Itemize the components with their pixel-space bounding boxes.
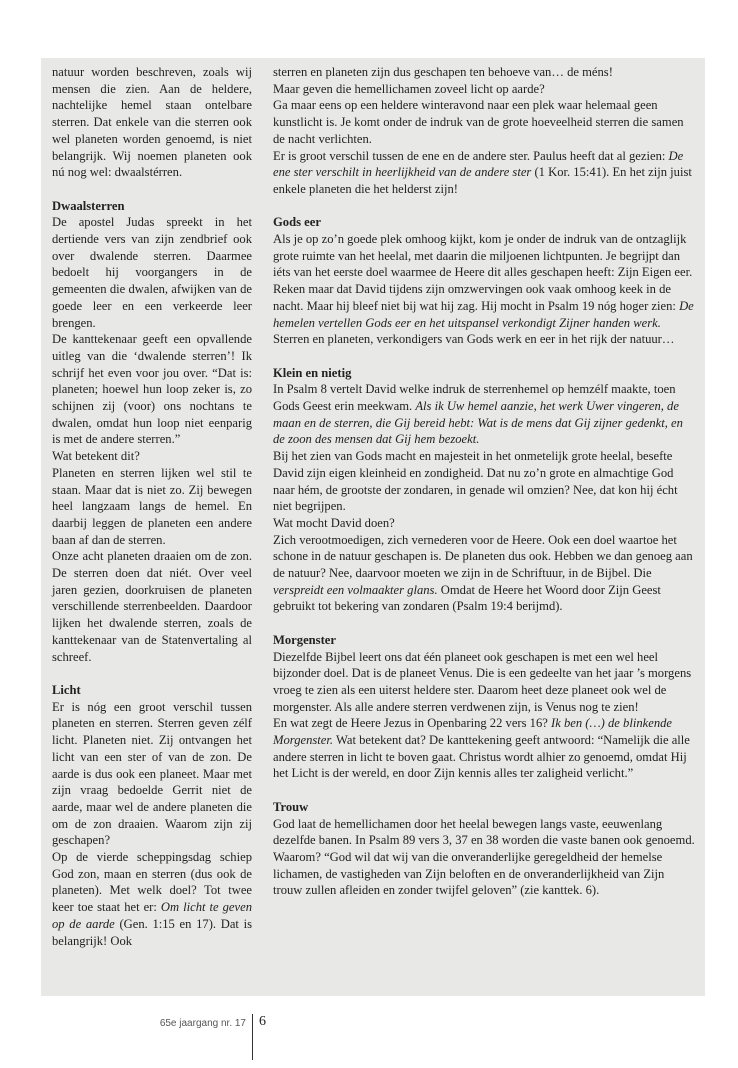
paragraph: Ga maar eens op een heldere winteravond naar een plek waar helemaal geen kunstlicht is. Je komt onder de indruk van de grote hoeveelheid sterren die samen de nacht verlichten.	[273, 98, 684, 146]
paragraph: De apostel Judas spreekt in het dertiende vers van zijn zendbrief ook over dwalende sterren. Daarmee bedoelt hij voorgangers in de gemeenten die dwalen, afwijken van de goede leer en een verkeerde leer brengen.	[52, 215, 252, 330]
text-run: Er is groot verschil tussen de ene en de andere ster. Paulus heeft dat al gezien:	[273, 148, 669, 163]
quote-italic: De hemelen vertellen Gods eer en het uitspansel verkondigt Zijner handen werk.	[273, 298, 694, 330]
section-heading-licht: Licht	[52, 682, 81, 697]
paragraph	[52, 849, 252, 949]
text-run: (1 Kor. 15:41). En het zijn juist enkele planeten die het helderst zijn!	[273, 165, 692, 196]
paragraph: De kanttekenaar geeft een opvallende uitleg van die ‘dwalende sterren’! Ik schrijf het even voor jou over. “Dat is: planeten; hoewel hun loop zeker is, zo schijnen zij (voor) ons nochtans te dwalen, omdat hun loop niet eenparig is met de andere sterren.”	[52, 332, 252, 447]
paragraph: Wat mocht David doen?	[273, 515, 395, 530]
right-column	[273, 64, 696, 899]
text-run: En wat zegt de Heere Jezus in Openbaring 22 vers 16?	[273, 716, 552, 731]
paragraph: Er is nóg een groot verschil tussen planeten en sterren. Sterren geven zélf licht. Planeten niet. Zij ontvangen het licht van een ster of van de zon. De aarde is dus ook een planeet. Maar met zijn vraag bedoelde Gerrit niet de aarde, maar wel de andere planeten die om de zon draaien. Waarom zijn zij geschapen?	[52, 699, 252, 848]
section-heading-klein-en-nietig: Klein en nietig	[273, 365, 352, 380]
paragraph: Diezelfde Bijbel leert ons dat één planeet ook geschapen is met een wel heel bijzonder doel. Dat is de planeet Venus. Die is een gedeelte van het jaar ’s morgens vroeg te zien als een uiterst heldere ster. Daarom heet deze planeet ook wel de morgenster. Als alle andere sterren verdwenen zijn, is Venus nog te zien!	[273, 649, 692, 714]
paragraph: God laat de hemellichamen door het heelal bewegen langs vaste, eeuwenlang dezelfde banen. In Psalm 89 vers 3, 37 en 38 worden die vaste banen ook genoemd. Waarom? “God wil dat wij van die onveranderlijke geregeldheid der hemelse lichamen, de vastigheden van Zijn beloften en de onveranderlijkheid van Zijn trouw zullen afleiden en zonder twijfel geloven” (zie kanttek. 6).	[273, 816, 695, 898]
paragraph: Wat betekent dit?	[52, 449, 140, 464]
paragraph	[273, 281, 696, 331]
text-run: Reken maar dat David tijdens zijn omzwervingen ook vaak omhoog keek in de nacht. Maar hij bleef niet bij wat hij zag. Hij mocht in Psalm 19 nóg hoger zien:	[273, 282, 680, 313]
text-run: (Gen. 1:15 en 17). Dat is belangrijk! Ook	[52, 916, 252, 948]
paragraph: sterren en planeten zijn dus geschapen ten behoeve van… de méns!	[273, 65, 613, 79]
section-heading-gods-eer: Gods eer	[273, 215, 321, 230]
paragraph	[273, 715, 696, 782]
issue-label: 65e jaargang nr. 17	[159, 1018, 246, 1029]
quote-italic: Ik ben (…) de blinkende Morgenster.	[273, 716, 673, 748]
text-run: Zich verootmoedigen, zich vernederen voor de Heere. Ook een doel waartoe het schone in de natuur geschapen is. De planeten dus ook. Hebben we dan genoeg aan de natuur? Nee, daarvoor moeten we zijn in de Schriftuur, in de Bijbel. Die	[273, 532, 693, 581]
section-heading-morgenster: Morgenster	[273, 632, 336, 647]
quote-italic: verspreidt een volmaakter glans.	[273, 582, 438, 597]
footer-divider	[252, 1014, 253, 1060]
paragraph	[273, 381, 696, 448]
text-run: In Psalm 8 vertelt David welke indruk de sterrenhemel op hemzélf maakte, toen Gods Geest erin meekwam.	[273, 382, 676, 414]
paragraph: Onze acht planeten draaien om de zon. De sterren doen dat niét. Over veel jaren gezien, doorkruisen de planeten verschillende sterrenbeelden. Daardoor lijken het dwalende sterren, zoals de kanttekenaar van de Statenvertaling al schreef.	[52, 549, 252, 664]
page-number: 6	[259, 1014, 266, 1029]
left-column	[52, 64, 252, 949]
paragraph: Sterren en planeten, verkondigers van Gods werk en eer in het rijk der natuur…	[273, 332, 675, 347]
paragraph	[273, 148, 696, 198]
paragraph: Als je op zo’n goede plek omhoog kijkt, kom je onder de indruk van de ontzaglijk grote ruimte van het heelal, met daarin die miljoenen lichtpunten. Je begrijpt dan iéts van het eerste doel waarmee de Heere dit alles geschapen heeft: Zijn Eigen eer.	[273, 232, 693, 280]
section-heading-dwaalsterren: Dwaalsterren	[52, 198, 125, 213]
text-run: Op de vierde scheppingsdag schiep God zon, maan en sterren (dus ook de planeten). Met welk doel? Tot twee keer toe staat het er:	[52, 850, 252, 915]
text-run: Wat betekent dat? De kanttekening geeft antwoord: “Namelijk die alle andere sterren in licht te boven gaat. Christus wordt alhier zo genoemd, omdat Hij het Licht is der wereld, en door Zijn kennis alles ter zaligheid verlicht.”	[273, 733, 690, 781]
paragraph: Bij het zien van Gods macht en majesteit in het onmetelijk grote heelal, besefte David zijn eigen kleinheid en zondigheid. Dat nu zo’n grote en almachtige God naar hém, de grootste der zondaren, in genade wil omzien? Nee, dat kon hij écht niet begrijpen.	[273, 449, 678, 514]
paragraph: Planeten en sterren lijken wel stil te staan. Maar dat is niet zo. Zij bewegen heel langzaam langs de hemel. En daarbij leggen de planeten een andere baan af dan de sterren.	[52, 465, 252, 547]
text-run: Omdat de Heere het Woord door Zijn Geest gebruikt tot bekering van zondaren (Psalm 19:4 berijmd).	[273, 582, 661, 614]
paragraph: natuur worden beschreven, zoals wij mensen die zien. Aan de heldere, nachtelijke hemel staan ontelbare sterren. Dat enkele van die sterren ook wel planeten worden genoemd, is niet belangrijk. Wij noemen planeten ook nú nog wel: dwaalstérren.	[52, 65, 252, 180]
section-heading-trouw: Trouw	[273, 799, 309, 814]
paragraph	[273, 532, 696, 616]
quote-italic: Om licht te geven op de aarde	[52, 900, 252, 931]
quote-italic: De ene ster verschilt in heerlijkheid van de andere ster	[273, 148, 684, 180]
paragraph: Maar geven die hemellichamen zoveel licht op aarde?	[273, 81, 545, 96]
quote-italic: Als ik Uw hemel aanzie, het werk Uwer vingeren, de maan en de sterren, die Gij bereid hebt: Wat is de mens dat Gij zijner gedenkt, en de zoon des mensen dat Gij hem bezoekt.	[273, 399, 683, 447]
